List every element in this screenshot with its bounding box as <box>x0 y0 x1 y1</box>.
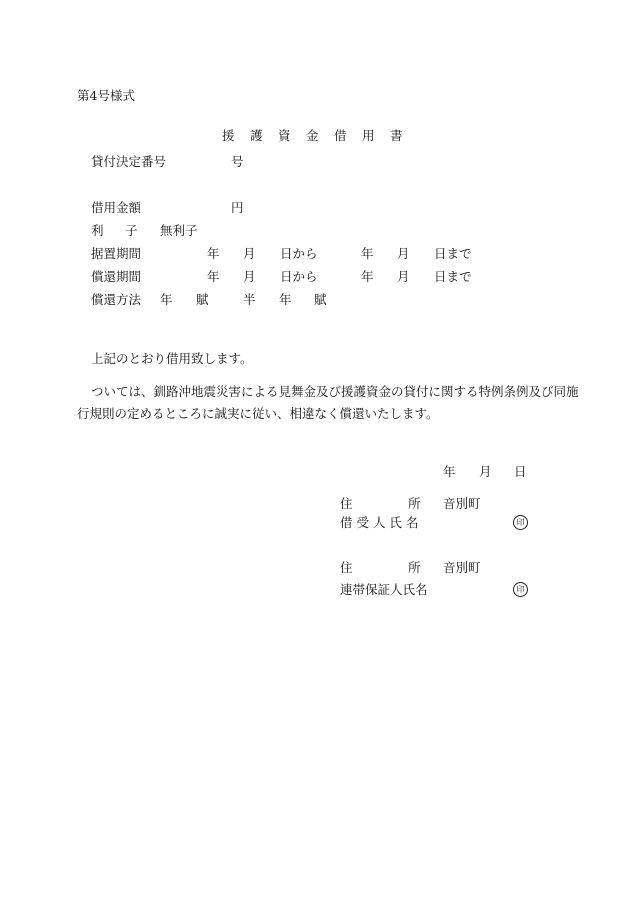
title-char: 用 <box>362 128 375 143</box>
borrower-address-label-1: 住 <box>340 496 353 511</box>
loan-decision-label: 貸付決定番号 <box>91 154 167 169</box>
deferment-year-1: 年 <box>207 246 220 261</box>
form-number: 第4号様式 <box>77 88 135 103</box>
guarantor-address-value: 音別町 <box>443 560 481 575</box>
date-year: 年 <box>443 464 456 479</box>
deferment-day-from: 日から <box>280 246 318 261</box>
repayment-month-2: 月 <box>397 269 410 284</box>
loan-amount-unit: 円 <box>231 200 244 215</box>
interest-label-2: 子 <box>125 223 138 238</box>
repayment-method-half: 半 <box>243 292 256 307</box>
repayment-method-year-2: 年 <box>279 292 292 307</box>
guarantor-address-label-1: 住 <box>340 560 353 575</box>
borrower-address-value: 音別町 <box>443 496 481 511</box>
repayment-period-label: 償還期間 <box>91 269 142 284</box>
borrower-address-label-2: 所 <box>408 496 421 511</box>
repayment-method-label: 償還方法 <box>91 292 142 307</box>
repayment-day-to: 日まで <box>434 269 472 284</box>
repayment-method-installment: 賦 <box>196 292 209 307</box>
deferment-day-to: 日まで <box>434 246 472 261</box>
title-char: 金 <box>306 128 319 143</box>
document-title <box>222 128 403 144</box>
deferment-year-2: 年 <box>361 246 374 261</box>
deferment-label: 据置期間 <box>91 246 142 261</box>
seal-icon: 印 <box>513 582 528 597</box>
borrower-name-label: 借 受 人 氏 名 <box>340 515 419 530</box>
statement-repay-line-1: ついては、釧路沖地震災害による見舞金及び援護資金の貸付に関する特例条例及び同施 <box>91 384 579 399</box>
repayment-day-from: 日から <box>280 269 318 284</box>
statement-repay-line-2: 行規則の定めるところに誠実に従い、相違なく償還いたします。 <box>77 406 439 421</box>
date-month: 月 <box>479 464 492 479</box>
date-day: 日 <box>514 464 527 479</box>
deferment-month-2: 月 <box>397 246 410 261</box>
repayment-method-installment-2: 賦 <box>314 292 327 307</box>
repayment-method-year: 年 <box>160 292 173 307</box>
title-char: 書 <box>390 128 403 143</box>
interest-label-1: 利 <box>91 223 104 238</box>
repayment-month-1: 月 <box>243 269 256 284</box>
loan-decision-unit: 号 <box>231 154 244 169</box>
title-char: 資 <box>278 128 291 143</box>
interest-value: 無利子 <box>160 223 198 238</box>
seal-icon: 印 <box>513 515 528 530</box>
deferment-month-1: 月 <box>243 246 256 261</box>
loan-amount-label: 借用金額 <box>91 200 142 215</box>
guarantor-address-label-2: 所 <box>408 560 421 575</box>
title-char: 援 <box>222 128 235 143</box>
guarantor-name-label: 連帯保証人氏名 <box>340 582 428 597</box>
title-char: 借 <box>334 128 347 143</box>
repayment-year-1: 年 <box>207 269 220 284</box>
repayment-year-2: 年 <box>361 269 374 284</box>
statement-borrow: 上記のとおり借用致します。 <box>91 351 253 366</box>
title-char: 護 <box>250 128 263 143</box>
